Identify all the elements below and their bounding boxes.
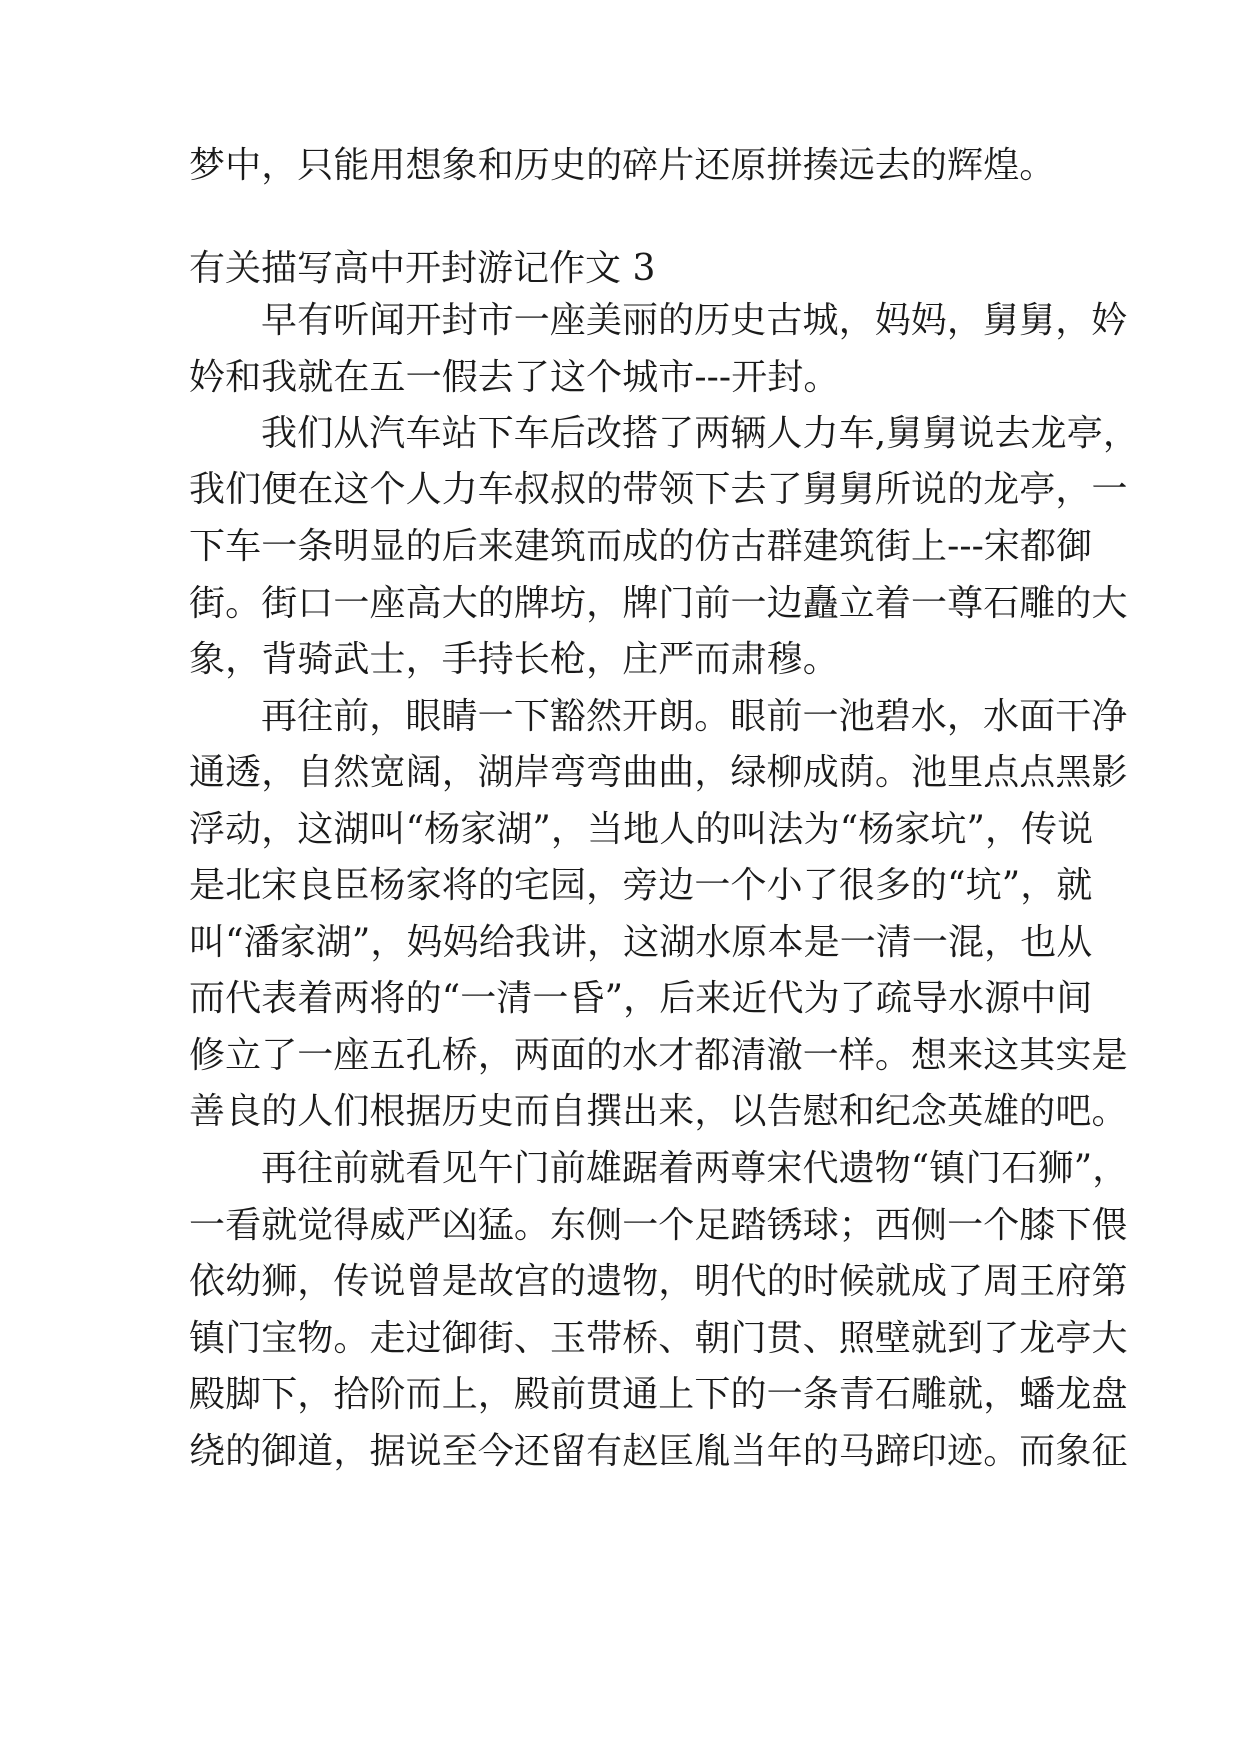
paragraph-line: 绕的御道，据说至今还留有赵匡胤当年的马蹄印迹。而象征 [189,1431,1128,1472]
paragraph-line: 浮动，这湖叫“杨家湖”，当地人的叫法为“杨家坑”，传说 [189,809,1094,850]
paragraph-line: 我们从汽车站下车后改搭了两辆人力车,舅舅说去龙亭， [261,413,1139,454]
paragraph-line: 修立了一座五孔桥，两面的水才都清澈一样。想来这其实是 [189,1035,1128,1076]
section-heading: 有关描写高中开封游记作文 3 [189,248,656,289]
paragraph-line: 殿脚下，拾阶而上，殿前贯通上下的一条青石雕就，蟠龙盘 [189,1374,1128,1415]
paragraph-line: 依幼狮，传说曾是故宫的遗物，明代的时候就成了周王府第 [189,1261,1128,1302]
paragraph-line: 我们便在这个人力车叔叔的带领下去了舅舅所说的龙亭，一 [189,469,1128,510]
paragraph-line: 叫“潘家湖”，妈妈给我讲，这湖水原本是一清一混，也从 [189,922,1093,963]
paragraph-line: 妗和我就在五一假去了这个城市---开封。 [189,357,840,398]
paragraph-line: 早有听闻开封市一座美丽的历史古城，妈妈，舅舅，妗 [261,300,1128,341]
paragraph-line: 再往前就看见午门前雄踞着两尊宋代遗物“镇门石狮”， [261,1148,1129,1189]
paragraph-line: 而代表着两将的“一清一昏”，后来近代为了疏导水源中间 [189,978,1093,1019]
paragraph-line: 是北宋良臣杨家将的宅园，旁边一个小了很多的“坑”，就 [189,865,1093,906]
paragraph-line: 善良的人们根据历史而自撰出来，以告慰和纪念英雄的吧。 [189,1091,1128,1132]
paragraph-line: 镇门宝物。走过御街、玉带桥、朝门贯、照壁就到了龙亭大 [189,1318,1128,1359]
paragraph-line: 再往前，眼睛一下豁然开朗。眼前一池碧水，水面干净 [261,696,1128,737]
paragraph-line: 象，背骑武士，手持长枪，庄严而肃穆。 [189,639,839,680]
paragraph-line: 街。街口一座高大的牌坊，牌门前一边矗立着一尊石雕的大 [189,583,1128,624]
paragraph-line: 梦中，只能用想象和历史的碎片还原拼揍远去的辉煌。 [189,145,1056,186]
paragraph-line: 下车一条明显的后来建筑而成的仿古群建筑街上---宋都御 [189,526,1093,567]
paragraph-line: 一看就觉得威严凶猛。东侧一个足踏锈球；西侧一个膝下偎 [189,1205,1128,1246]
paragraph-line: 通透，自然宽阔，湖岸弯弯曲曲，绿柳成荫。池里点点黑影 [189,752,1128,793]
